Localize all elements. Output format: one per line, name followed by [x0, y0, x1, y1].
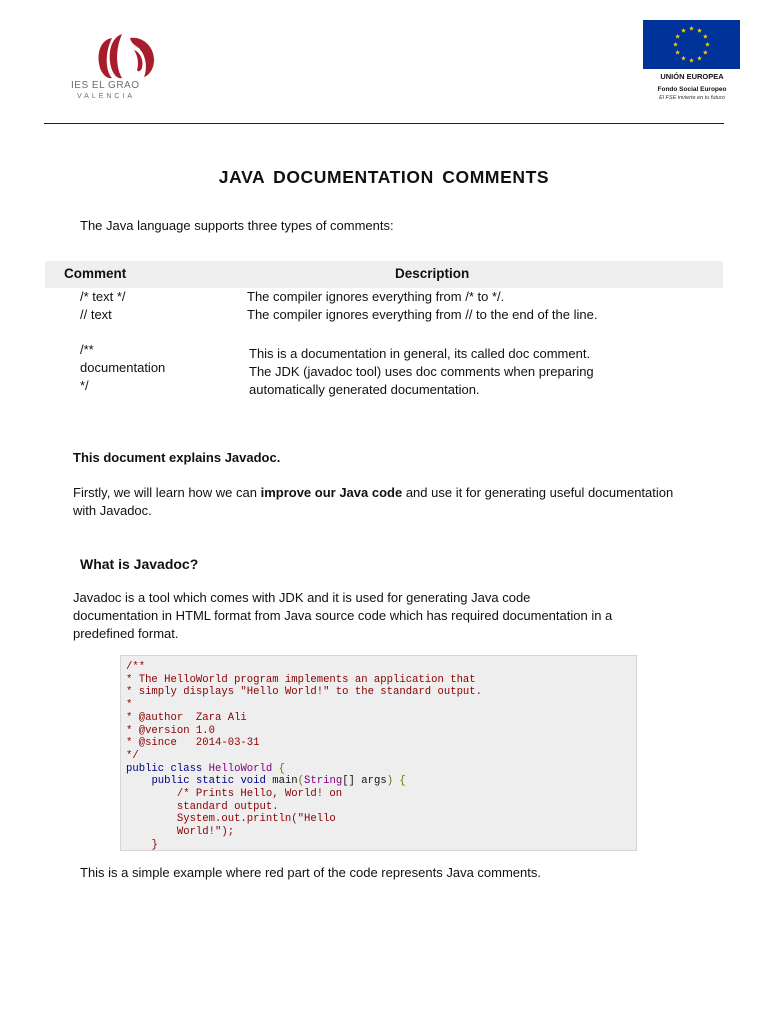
- code-caption: This is a simple example where red part of the code represents Java comments.: [80, 865, 541, 880]
- eu-star-icon: [697, 28, 702, 33]
- code-type: String: [304, 775, 343, 788]
- code-punctuation: {: [399, 775, 406, 788]
- eu-star-icon: [689, 58, 694, 63]
- eu-star-icon: [705, 42, 710, 47]
- code-keyword: public static void: [151, 775, 266, 788]
- school-logo-city: VALENCIA: [77, 93, 136, 100]
- firstly-paragraph: [73, 484, 673, 502]
- eu-subtitle: Fondo Social Europeo: [657, 86, 727, 93]
- code-comment: * @version 1.0: [126, 724, 216, 737]
- explains-text: This document explains Javadoc.: [73, 450, 281, 465]
- school-logo-mark: [70, 32, 165, 80]
- code-comment: /**: [126, 661, 146, 673]
- comments-table-header: [45, 261, 723, 288]
- intro-text: The Java language supports three types of comments:: [80, 218, 394, 233]
- code-comment: System.out.println("Hello: [176, 813, 336, 826]
- eu-star-icon: [673, 42, 678, 47]
- page-title: JAVA DOCUMENTATION COMMENTS: [218, 167, 550, 187]
- code-comment: * @author Zara Ali: [126, 711, 247, 724]
- code-comment: *: [126, 699, 133, 712]
- eu-star-icon: [681, 56, 686, 61]
- code-params: [] args: [342, 775, 387, 788]
- code-punctuation: }: [151, 838, 158, 851]
- column-header-comment: Comment: [64, 266, 127, 281]
- javadoc-desc-line: predefined format.: [73, 626, 179, 641]
- code-comment: */: [126, 749, 139, 762]
- code-class-name: HelloWorld: [208, 762, 273, 775]
- table-cell-description: The compiler ignores everything from // to the end of the line.: [247, 307, 598, 322]
- eu-star-icon: [681, 28, 686, 33]
- eu-motto: El FSE invierte en tu futuro: [659, 95, 725, 101]
- code-comment: /* Prints Hello, World! on: [176, 788, 343, 801]
- eu-star-icon: [675, 50, 680, 55]
- table-cell-description: The JDK (javadoc tool) uses doc comments when preparing: [249, 364, 594, 379]
- code-punctuation: ): [386, 775, 394, 788]
- school-logo-name: IES EL GRAO: [71, 80, 140, 91]
- javadoc-desc-line: Javadoc is a tool which comes with JDK and it is used for generating Java code: [73, 590, 531, 605]
- header-divider: [44, 123, 724, 124]
- code-method-name: main: [272, 775, 298, 788]
- table-cell-comment: // text: [80, 307, 112, 322]
- table-cell-comment: /**: [80, 342, 94, 357]
- eu-star-icon: [703, 50, 708, 55]
- firstly-text-end: and use it for generating useful documentation: [402, 485, 674, 500]
- eu-logo: [642, 20, 742, 104]
- table-cell-description: automatically generated documentation.: [249, 382, 480, 397]
- firstly-text-start: Firstly, we will learn how we can: [73, 485, 261, 500]
- eu-star-icon: [697, 56, 702, 61]
- eu-star-icon: [703, 34, 708, 39]
- table-cell-comment: */: [80, 378, 89, 393]
- school-logo: [70, 32, 165, 102]
- code-sample: [120, 655, 637, 851]
- table-cell-description: The compiler ignores everything from /* to */.: [247, 289, 505, 304]
- code-punctuation: {: [278, 762, 285, 775]
- eu-flag-icon: [643, 20, 740, 69]
- code-punctuation: (: [297, 775, 305, 788]
- column-header-description: Description: [395, 266, 470, 281]
- eu-star-icon: [675, 34, 680, 39]
- code-comment: standard output.: [176, 800, 279, 813]
- code-comment: World!");: [176, 826, 235, 839]
- code-comment: * @since 2014-03-31: [126, 737, 260, 750]
- code-keyword: public class: [126, 762, 203, 775]
- firstly-text-bold: improve our Java code: [260, 485, 403, 500]
- javadoc-desc-line: documentation in HTML format from Java source code which has required documentation in a: [73, 608, 613, 623]
- firstly-text-line2: with Javadoc.: [73, 503, 152, 518]
- table-cell-comment: /* text */: [80, 289, 126, 304]
- table-cell-comment: documentation: [80, 360, 166, 375]
- eu-title: UNIÓN EUROPEA: [660, 72, 724, 81]
- code-comment: * simply displays "Hello World!" to the standard output.: [126, 686, 483, 699]
- code-comment: * The HelloWorld program implements an application that: [126, 673, 476, 686]
- section-heading: What is Javadoc?: [80, 556, 199, 572]
- eu-star-icon: [689, 26, 694, 31]
- table-cell-description: This is a documentation in general, its called doc comment.: [249, 346, 591, 361]
